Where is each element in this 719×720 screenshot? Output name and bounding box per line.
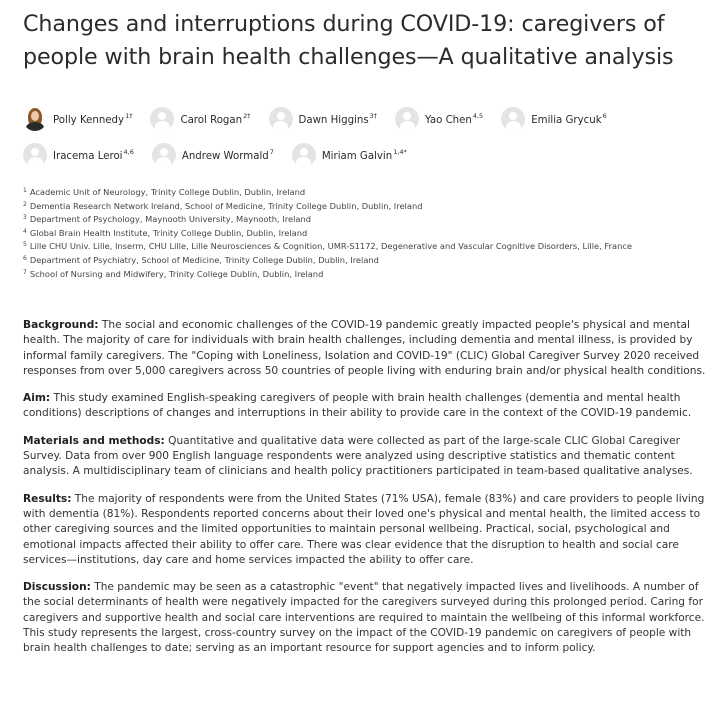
section-text: The majority of respondents were from the United States (71% USA), female (83%) and care providers to people living with dementia (81%). Respondents reported concerns about their loved one's physical and mental health, the limited access to other caregiving sources and the limited opportunities to maintain personal wellbeing. Practical, social, psychological and emotional impacts affected their ability to offer care. There was clear evidence that the disruption to health and social care services—institutions, day care and home services impacted the ability to offer care. [23,492,705,566]
person-icon [269,107,293,131]
affiliation-item: $^7$ School of Nursing and Midwifery, Trinity College Dublin, Dublin, Ireland [23,268,324,279]
author-photo-icon [23,107,47,131]
author-list [23,103,713,175]
abstract [23,318,715,669]
affiliation-item: $^5$ Lille CHU Univ. Lille, Inserm, CHU Lille, Lille Neurosciences & Cognition, UMR-S1172, Degenerative and Vascular Cognitive Disorders, Lille, France [23,241,633,252]
article-title: Changes and interruptions during COVID-19: caregivers of people with brain health challenges—A qualitative analysis [23,11,674,70]
abstract-aim [23,391,715,422]
affiliation-marker: 4,6 [123,148,134,156]
abstract-methods [23,434,715,480]
abstract-results [23,492,715,568]
author-name: Dawn Higgins$^{3\dagger}$ [298,112,378,126]
affiliation-marker: 4,5 [472,112,484,120]
author-link[interactable] [292,143,407,167]
author-name: Emilia Grycuk$^6$ [531,112,607,126]
section-text: This study examined English-speaking caregivers of people with brain health challenges (dementia and mental health conditions) descriptions of changes and interruptions in their ability to provide care in the context of the COVID-19 pandemic. [23,392,692,420]
person-icon [23,143,47,167]
author-name: Yao Chen$^{4,5}$ [425,112,484,126]
section-label: Aim: [23,392,51,405]
affiliation-item: $^2$ Dementia Research Network Ireland, School of Medicine, Trinity College Dublin, Dublin, Ireland [23,200,423,211]
section-label: Discussion: [23,581,91,594]
affiliation-list [23,185,713,280]
author-link[interactable] [150,107,250,131]
person-icon [501,107,525,131]
person-icon [292,143,316,167]
abstract-background [23,318,715,379]
author-link[interactable] [152,143,274,167]
affiliation-marker: 7 [269,148,274,156]
affiliation-marker: 1,4* [393,148,407,156]
affiliation-marker: 1† [125,112,133,120]
author-link[interactable] [23,143,134,167]
section-label: Results: [23,492,72,505]
author-name: Polly Kennedy$^{1\dagger}$ [53,112,133,126]
section-text: Quantitative and qualitative data were collected as part of the large-scale CLIC Global Caregiver Survey. Data from over 900 English language respondents were analyzed using descriptive statistics and thematic content analysis. A multidisciplinary team of clinicians and health policy practitioners participated in team-based qualitative analyses. [23,434,693,478]
author-name: Andrew Wormald$^7$ [181,148,274,162]
section-label: Materials and methods: [23,434,165,447]
person-icon [150,107,174,131]
section-label: Background: [23,319,99,331]
affiliation-item: $^3$ Department of Psychology, Maynooth University, Maynooth, Ireland [23,214,312,225]
author-row [23,139,713,171]
author-name: Iracema Leroi$^{4,6}$ [53,148,134,162]
abstract-discussion [23,580,715,656]
author-link[interactable] [23,107,132,131]
author-link[interactable] [395,107,483,131]
affiliation-marker: 3† [369,112,378,120]
section-text: The pandemic may be seen as a catastrophic "event" that negatively impacted lives and livelihoods. A number of the social determinants of health were negatively impacted for the caregivers surveyed during this prolonged period. Caring for caregivers and supportive health and social care interventions are required to maintain the wellbeing of this informal workforce. This study represents the largest, cross-country survey on the impact of the COVID-19 pandemic on caregivers of people with brain health challenges to date; serving as an important resource for support agencies and to inform policy. [23,581,705,655]
author-link[interactable] [501,107,607,131]
person-icon [395,107,419,131]
person-icon [152,143,176,167]
affiliation-item: $^1$ Academic Unit of Neurology, Trinity College Dublin, Dublin, Ireland [23,187,306,197]
author-link[interactable] [269,107,378,131]
author-name: Miriam Galvin$^{1,4*}$ [321,148,407,162]
author-name: Carol Rogan$^{2\dagger}$ [180,112,251,126]
affiliation-item: $^4$ Global Brain Health Institute, Trinity College Dublin, Dublin, Ireland [23,227,308,238]
section-text: The social and economic challenges of the COVID-19 pandemic greatly impacted people's physical and mental health. The majority of care for individuals with brain health challenges, including dementia and mental illness, is provided by informal family caregivers. The "Coping with Loneliness, Isolation and COVID-19" (CLIC) Global Caregiver Survey 2020 received responses from over 5,000 caregivers across 50 countries of people living with enduring brain and/or physical health conditions. [23,319,706,377]
affiliation-marker: 6 [602,112,607,120]
author-row [23,103,713,135]
affiliation-item: $^6$ Department of Psychiatry, School of Medicine, Trinity College Dublin, Dublin, Ireland [23,254,379,265]
affiliation-marker: 2† [243,112,251,120]
